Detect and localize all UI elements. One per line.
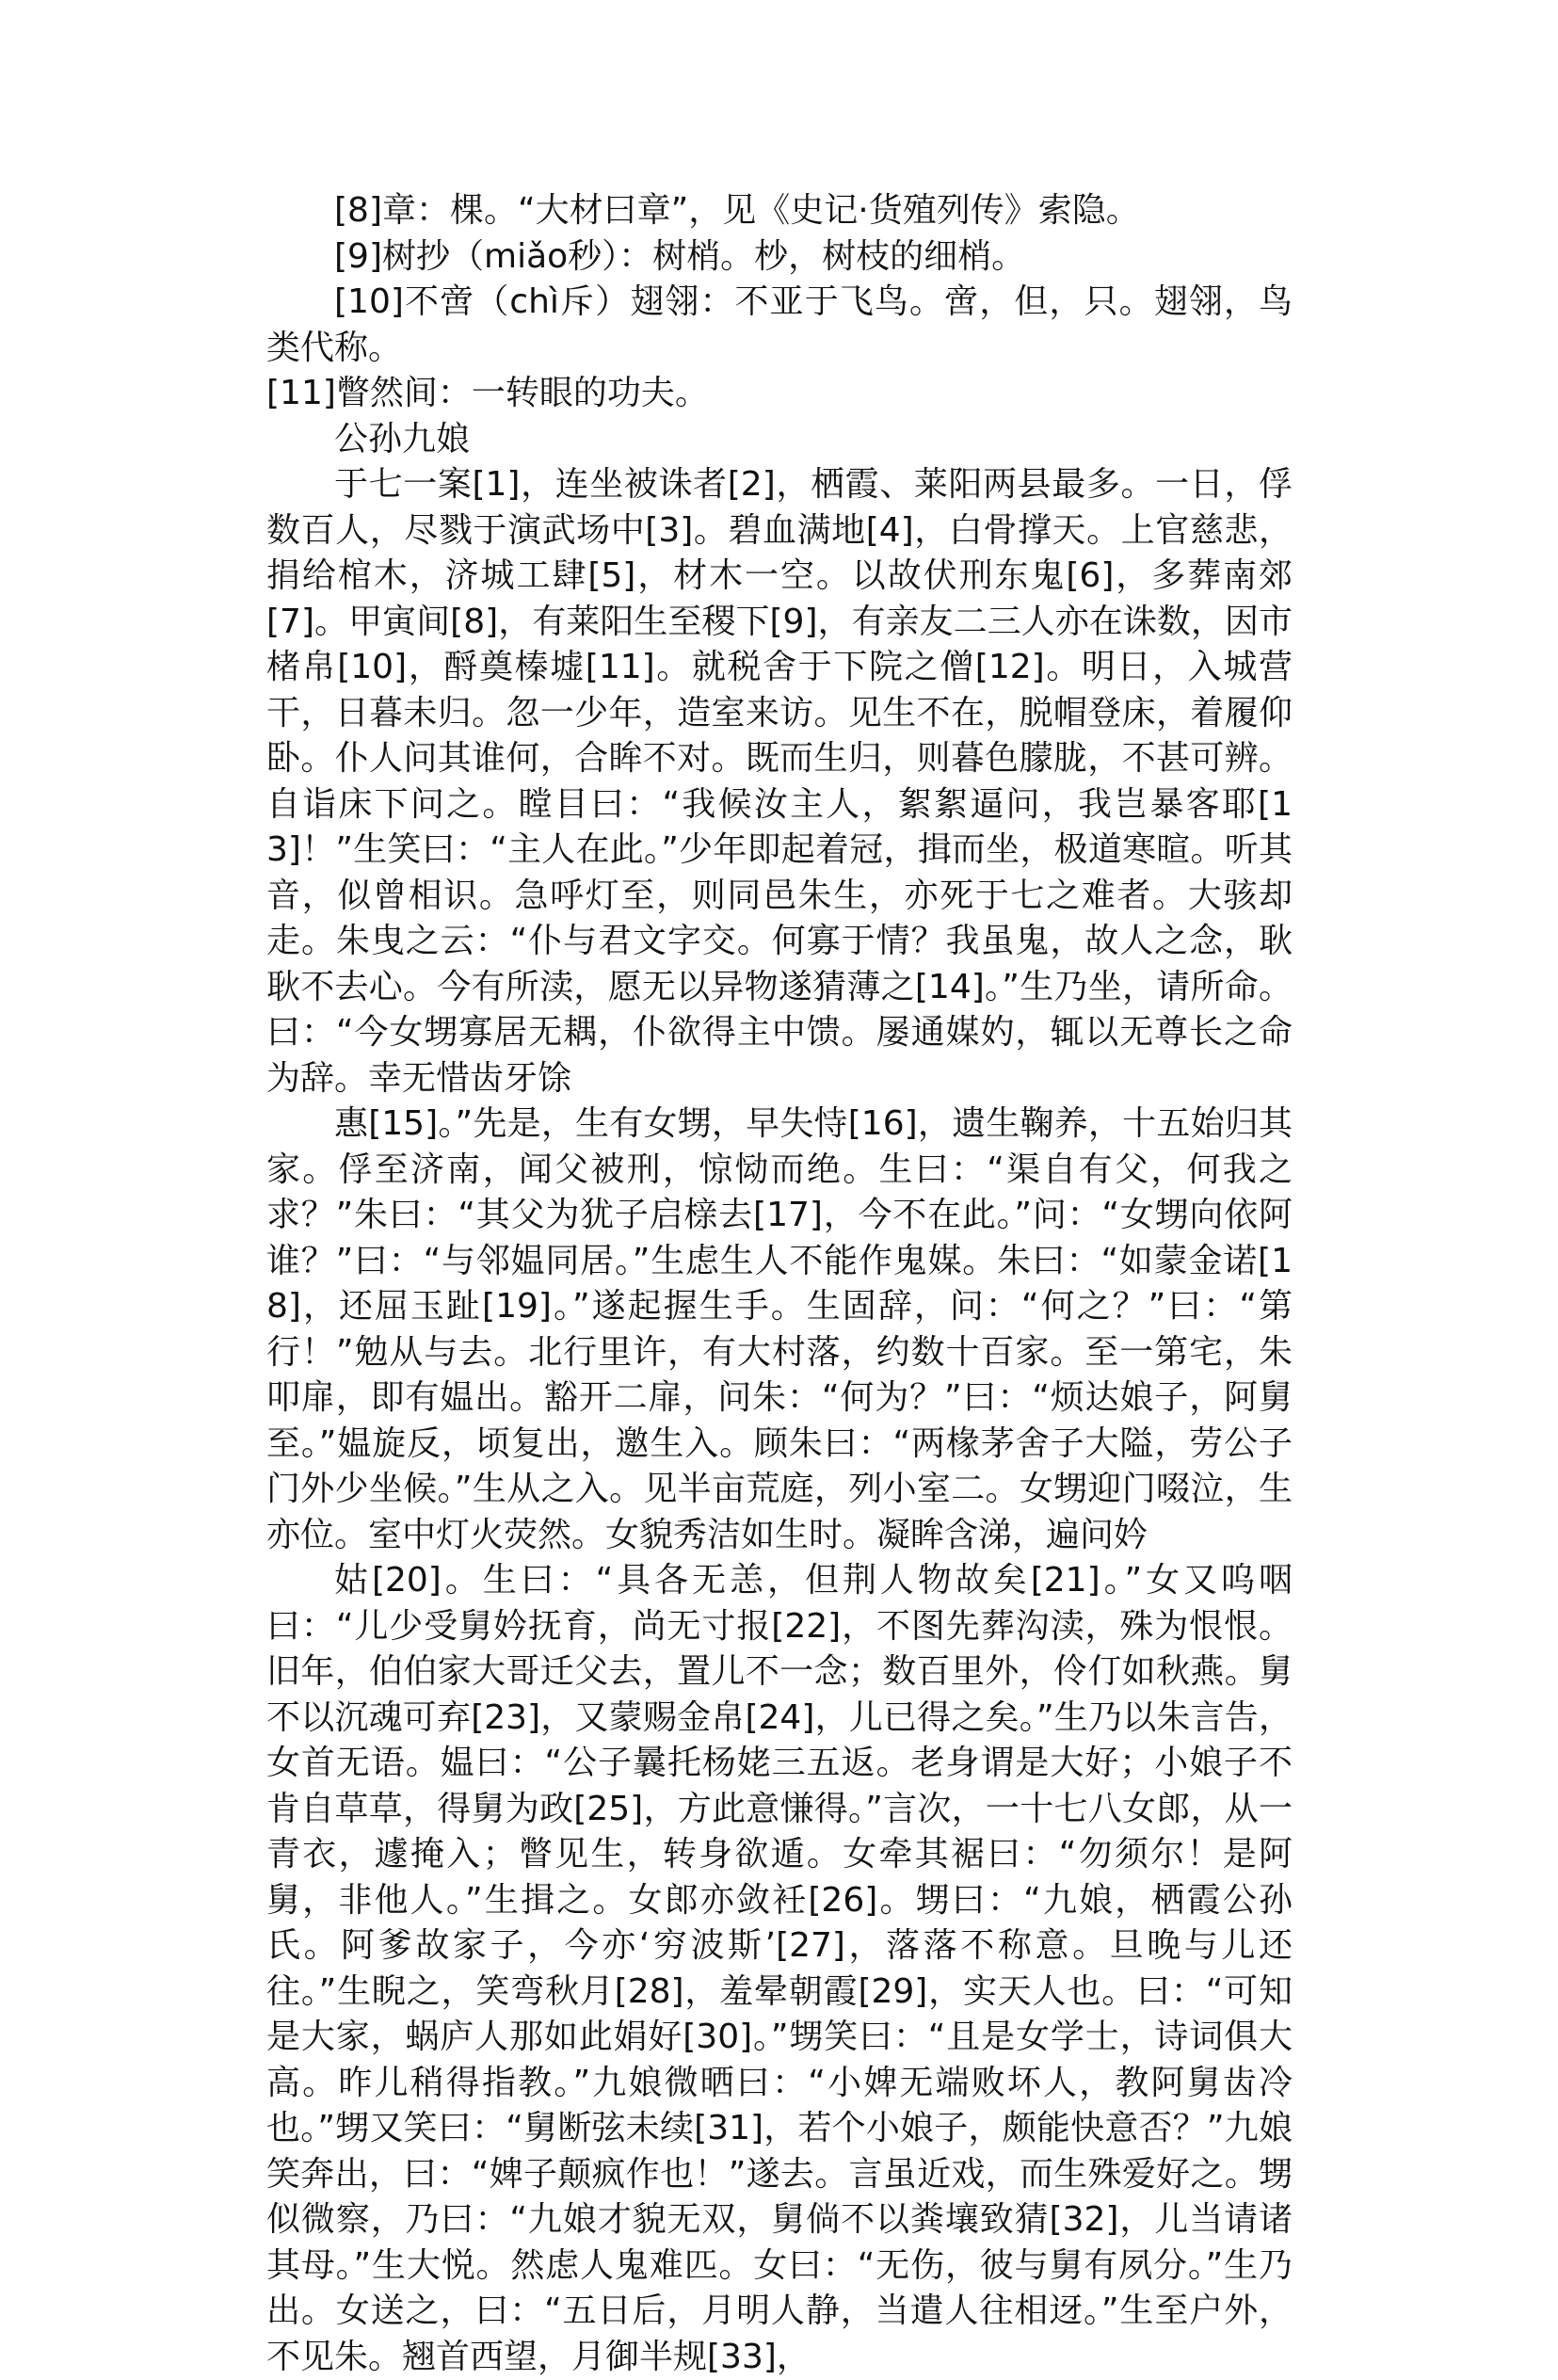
story-title: 公孙九娘 <box>334 419 471 458</box>
note-11: [11]瞥然间：一转眼的功夫。 <box>266 374 709 412</box>
note-10: [10]不啻（chì斥）翅翎：不亚于飞鸟。啻，但，只。翅翎，鸟类代称。 <box>266 282 1293 367</box>
paragraph-3: 姑[20]。生曰：“具各无恙，但荆人物故矣[21]。”女又呜咽曰：“儿少受舅妗抚育，尚无寸报[22]，不图先葬沟渎，殊为恨恨。旧年，伯伯家大哥迁父去，置儿不一念；数百里外，伶仃如秋燕。舅不以沉魂可弃[23]，又蒙赐金帛[24]，儿已得之矣。”生乃以朱言告，女首无语。媪曰：“公子曩托杨姥三五返。老身谓是大好；小娘子不肯自草草，得舅为政[25]，方此意慊得。”言次，一十七八女郎，从一青衣，遽掩入；瞥见生，转身欲遁。女牵其裾曰：“勿须尔！是阿舅，非他人。”生揖之。女郎亦敛衽[26]。甥曰：“九娘，栖霞公孙氏。阿爹故家子，今亦‘穷波斯’[27]，落落不称意。旦晚与儿还往。”生睨之，笑弯秋月[28]，羞晕朝霞[29]，实天人也。曰：“可知是大家，蜗庐人那如此娟好[30]。”甥笑曰：“且是女学士，诗词俱大高。昨儿稍得指教。”九娘微晒曰：“小婢无端败坏人，教阿舅齿冷也。”甥又笑曰：“舅断弦未续[31]，若个小娘子，颇能快意否？”九娘笑奔出，曰：“婢子颠疯作也！”遂去。言虽近戏，而生殊爱好之。甥似微察，乃曰：“九娘才貌无双，舅倘不以粪壤致猜[32]，儿当请诸其母。”生大悦。然虑人鬼难匹。女曰：“无伤，彼与舅有夙分。”生乃出。女送之，曰：“五日后，月明人静，当遣人往相迓。”生至户外，不见朱。翘首西望，月御半规[33]， <box>266 1561 1293 2376</box>
paragraph-2: 惠[15]。”先是，生有女甥，早失恃[16]，遗生鞠养，十五始归其家。俘至济南，闻父被刑，惊恸而绝。生曰：“渠自有父，何我之求？”朱曰：“其父为犹子启榇去[17]，今不在此。”问：“女甥向依阿谁？”曰：“与邻媪同居。”生虑生人不能作鬼媒。朱曰：“如蒙金诺[18]，还屈玉趾[19]。”遂起握生手。生固辞，问：“何之？”曰：“第行！”勉从与去。北行里许，有大村落，约数十百家。至一第宅，朱叩扉，即有媪出。豁开二扉，问朱：“何为？”曰：“烦达娘子，阿舅至。”媪旋反，顷复出，邀生入。顾朱曰：“两椽茅舍子大隘，劳公子门外少坐候。”生从之入。见半亩荒庭，列小室二。女甥迎门啜泣，生亦位。室中灯火荧然。女貌秀洁如生时。凝眸含涕，遍问妗 <box>266 1104 1293 1554</box>
note-8: [8]章：棵。“大材曰章”，见《史记·货殖列传》索隐。 <box>334 191 1140 230</box>
note-9: [9]树抄（miǎo秒）：树梢。杪，树枝的细梢。 <box>334 236 1026 276</box>
document-page <box>266 188 1293 2380</box>
paragraph-1: 于七一案[1]，连坐被诛者[2]，栖霞、莱阳两县最多。一日，俘数百人，尽戮于演武场中[3]。碧血满地[4]，白骨撑天。上官慈悲，捐给棺木，济城工肆[5]，材木一空。以故伏刑东鬼[6]，多葬南郊[7]。甲寅间[8]，有莱阳生至稷下[9]，有亲友二三人亦在诛数，因市楮帛[10]，酹奠榛墟[11]。就税舍于下院之僧[12]。明日，入城营干，日暮未归。忽一少年，造室来访。见生不在，脱帽登床，着履仰卧。仆人问其谁何，合眸不对。既而生归，则暮色朦胧，不甚可辨。自诣床下问之。瞠目曰：“我候汝主人，絮絮逼问，我岂暴客耶[13]！”生笑曰：“主人在此。”少年即起着冠，揖而坐，极道寒暄。听其音，似曾相识。急呼灯至，则同邑朱生，亦死于七之难者。大骇却走。朱曳之云：“仆与君文字交。何寡于情？我虽鬼，故人之念，耿耿不去心。今有所渎，愿无以异物遂猜薄之[14]。”生乃坐，请所命。曰：“今女甥寡居无耦，仆欲得主中馈。屡通媒妁，辄以无尊长之命为辞。幸无惜齿牙馀 <box>266 465 1293 1098</box>
